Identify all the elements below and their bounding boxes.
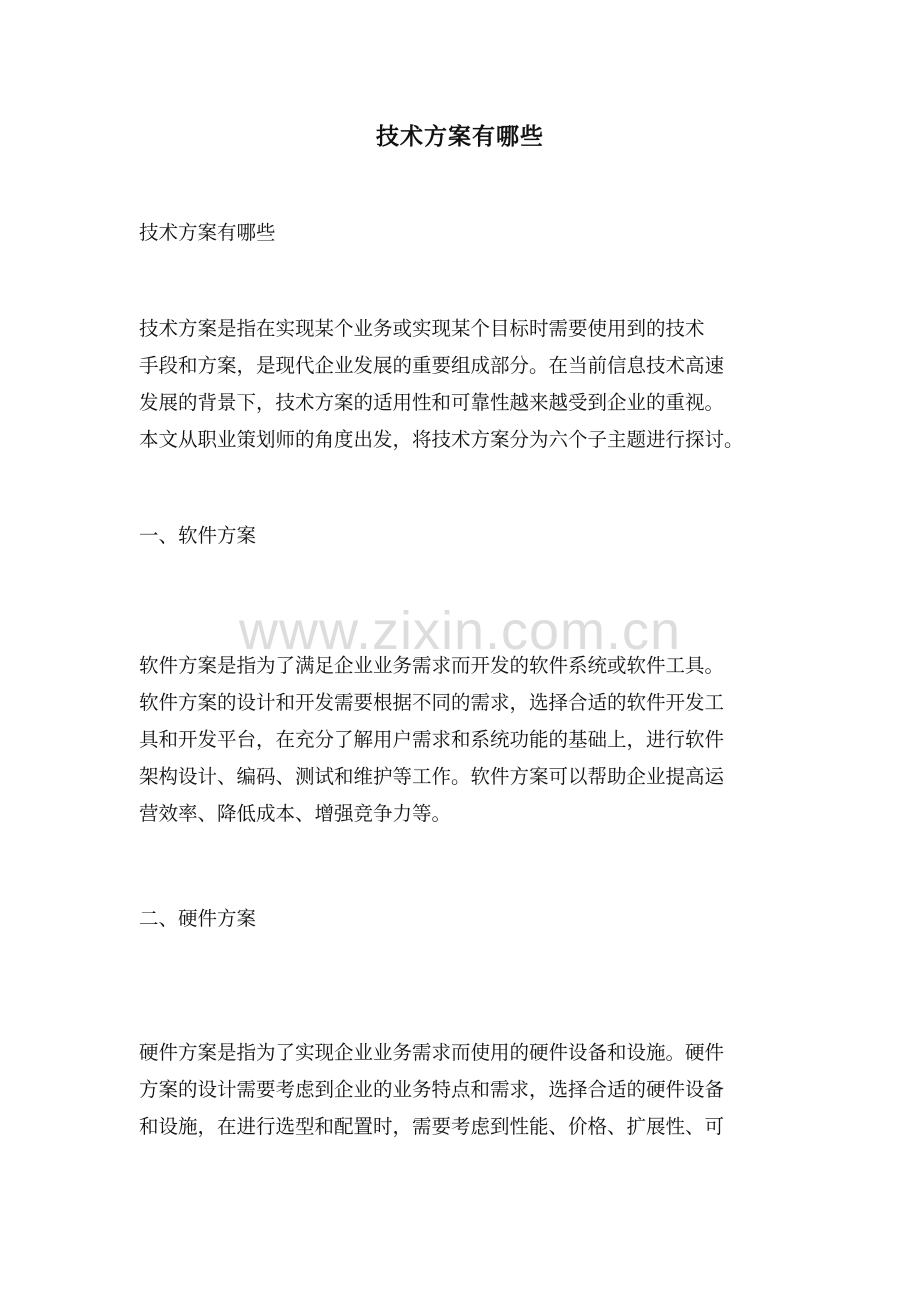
intro-line-1: 技术方案是指在实现某个业务或实现某个目标时需要使用到的技术: [139, 317, 705, 340]
watermark: www.zixin.com.cn: [238, 601, 682, 661]
hardware-line-2: 方案的设计需要考虑到企业的业务特点和需求，选择合适的硬件设备: [139, 1078, 725, 1101]
intro-line-3: 发展的背景下，技术方案的适用性和可靠性越来越受到企业的重视。: [139, 391, 725, 414]
software-line-3: 具和开发平台，在充分了解用户需求和系统功能的基础上，进行软件: [139, 728, 725, 751]
section-heading-hardware: 二、硬件方案: [139, 907, 257, 930]
document-subtitle: 技术方案有哪些: [139, 221, 276, 244]
software-line-1: 软件方案是指为了满足企业业务需求而开发的软件系统或软件工具。: [139, 654, 725, 677]
software-line-2: 软件方案的设计和开发需要根据不同的需求，选择合适的软件开发工: [139, 691, 725, 714]
hardware-line-3: 和设施，在进行选型和配置时，需要考虑到性能、价格、扩展性、可: [139, 1115, 725, 1138]
intro-line-4: 本文从职业策划师的角度出发，将技术方案分为六个子主题进行探讨。: [139, 428, 744, 451]
software-line-4: 架构设计、编码、测试和维护等工作。软件方案可以帮助企业提高运: [139, 765, 725, 788]
hardware-line-1: 硬件方案是指为了实现企业业务需求而使用的硬件设备和设施。硬件: [139, 1041, 725, 1064]
section-heading-software: 一、软件方案: [139, 524, 257, 547]
document-title: 技术方案有哪些: [376, 123, 544, 150]
software-line-5: 营效率、降低成本、增强竞争力等。: [139, 802, 452, 825]
intro-line-2: 手段和方案，是现代企业发展的重要组成部分。在当前信息技术高速: [139, 354, 725, 377]
